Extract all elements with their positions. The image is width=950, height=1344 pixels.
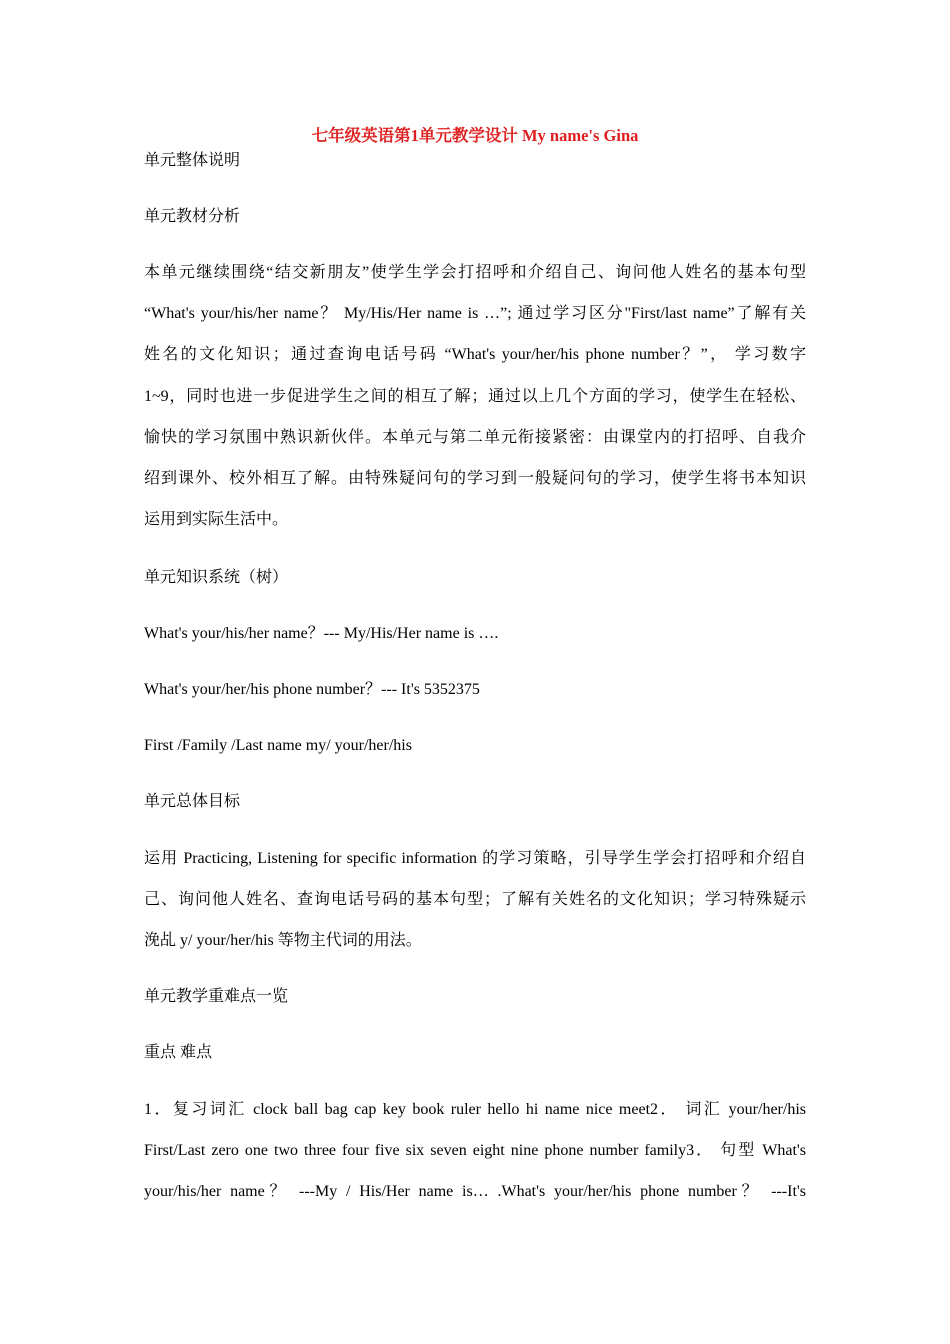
document-title: 七年级英语第1单元教学设计 My name's Gina: [311, 126, 639, 145]
knowledge-item: What's your/his/her name？--- My/His/Her name is ….: [144, 625, 499, 642]
keypoints-line: your/his/her name？ ---My / His/Her name is… .What's your/her/his phone number？ ---It's: [144, 1183, 806, 1201]
analysis-paragraph: [144, 252, 806, 540]
knowledge-item: First /Family /Last name my/ your/her/his: [144, 737, 412, 754]
goals-line: 己、询问他人姓名、查询电话号码的基本句型；了解有关姓名的文化知识；学习特殊疑示: [144, 891, 806, 909]
goals-line: 运用 Practicing, Listening for specific information 的学习策略，引导学生学会打招呼和介绍自: [144, 850, 806, 867]
keypoints-line: 1．复习词汇 clock ball bag cap key book ruler hello hi name nice meet2． 词汇 your/her/his: [144, 1101, 806, 1118]
analysis-line: 绍到课外、校外相互了解。由特殊疑问句的学习到一般疑问句的学习，使学生将书本知识: [144, 470, 806, 488]
heading-material-analysis: 单元教材分析: [144, 208, 241, 225]
heading-key-points-overview: 单元教学重难点一览: [144, 988, 289, 1005]
keypoints-line: First/Last zero one two three four five six seven eight nine phone number family3． 句型 What's: [144, 1142, 806, 1160]
analysis-line: 愉快的学习氛围中熟识新伙伴。本单元与第二单元衔接紧密：由课堂内的打招呼、自我介: [144, 428, 806, 446]
analysis-line: “What's your/his/her name？ My/His/Her name is …”; 通过学习区分"First/last name”了解有关: [144, 305, 806, 323]
keypoints-paragraph: [144, 1089, 806, 1213]
analysis-line: 姓名的文化知识；通过查询电话号码 “What's your/her/his phone number？”， 学习数字: [144, 346, 806, 364]
heading-overall-goals: 单元总体目标: [144, 793, 241, 810]
analysis-line: 本单元继续围绕“结交新朋友”使学生学会打招呼和介绍自己、询问他人姓名的基本句型: [144, 264, 806, 281]
analysis-line: 运用到实际生活中。: [144, 511, 289, 529]
analysis-line: 1~9，同时也进一步促进学生之间的相互了解；通过以上几个方面的学习，使学生在轻松、: [144, 387, 806, 405]
goals-paragraph: [144, 838, 806, 962]
heading-unit-overview: 单元整体说明: [144, 152, 241, 169]
heading-key-difficult: 重点 难点: [144, 1044, 213, 1061]
goals-line: 浼乩 y/ your/her/his 等物主代词的用法。: [144, 932, 422, 950]
heading-knowledge-system: 单元知识系统（树）: [144, 569, 289, 586]
knowledge-item: What's your/her/his phone number？--- It's 5352375: [144, 681, 480, 698]
